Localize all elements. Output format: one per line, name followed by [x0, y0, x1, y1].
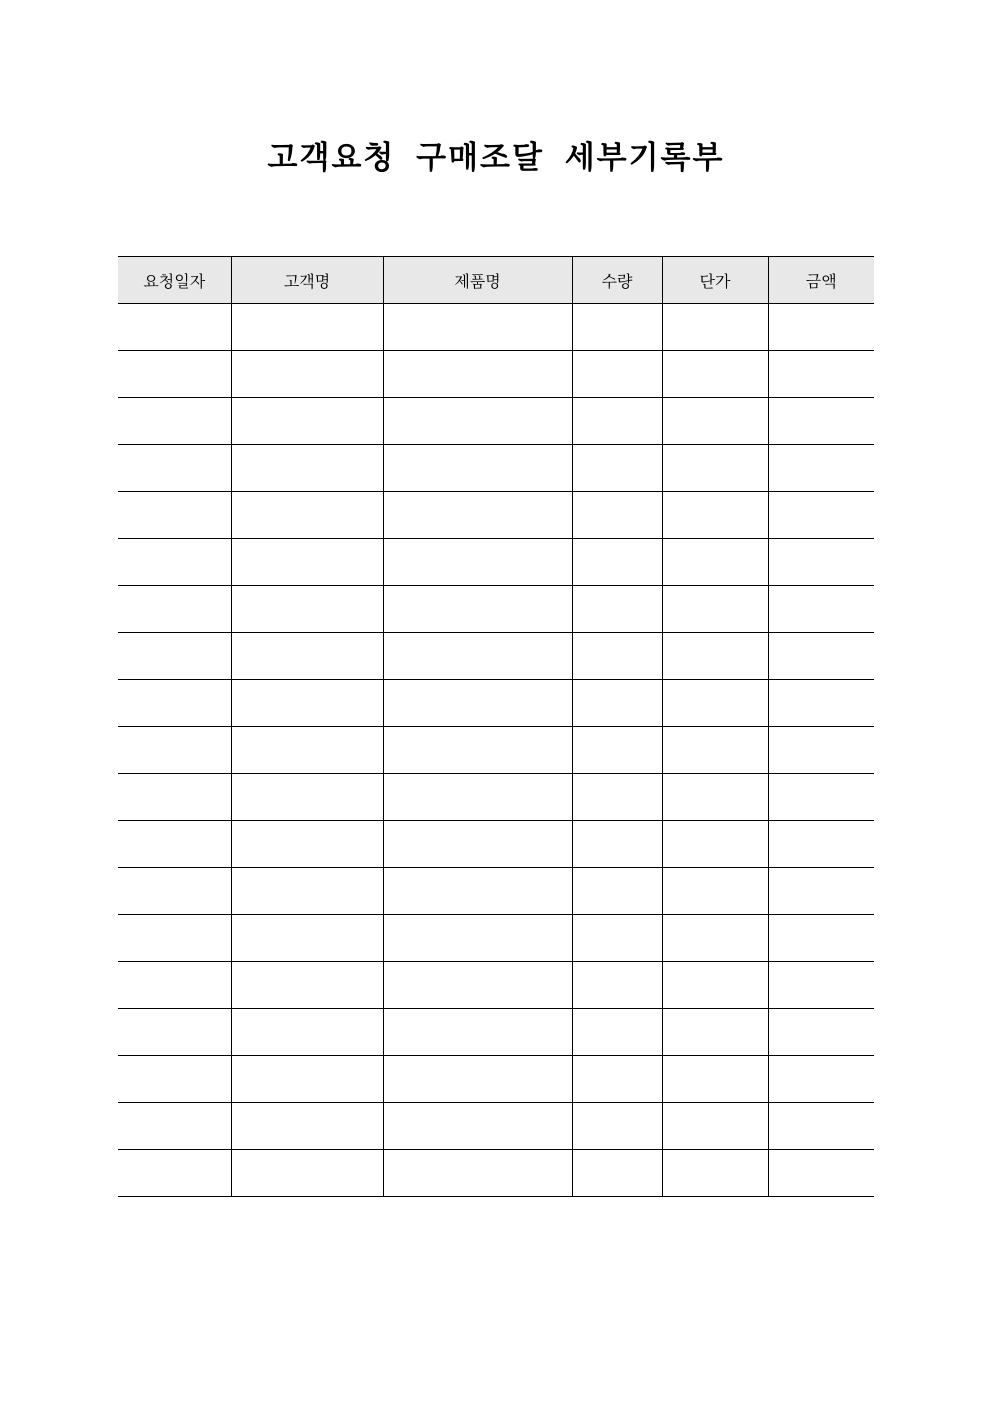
- cell-request-date[interactable]: [118, 680, 231, 727]
- cell-unit-price[interactable]: [662, 398, 768, 445]
- cell-product-name[interactable]: [383, 1150, 572, 1197]
- cell-quantity[interactable]: [572, 774, 662, 821]
- cell-customer-name[interactable]: [231, 868, 383, 915]
- cell-product-name[interactable]: [383, 962, 572, 1009]
- cell-quantity[interactable]: [572, 539, 662, 586]
- cell-customer-name[interactable]: [231, 1009, 383, 1056]
- cell-request-date[interactable]: [118, 962, 231, 1009]
- header-quantity: 수량: [572, 257, 662, 304]
- cell-quantity[interactable]: [572, 633, 662, 680]
- cell-request-date[interactable]: [118, 727, 231, 774]
- cell-unit-price[interactable]: [662, 727, 768, 774]
- cell-amount[interactable]: [768, 774, 874, 821]
- table-row: [118, 774, 874, 821]
- cell-quantity[interactable]: [572, 821, 662, 868]
- table-body: [118, 304, 874, 1197]
- cell-amount[interactable]: [768, 1056, 874, 1103]
- cell-request-date[interactable]: [118, 633, 231, 680]
- cell-product-name[interactable]: [383, 539, 572, 586]
- cell-amount[interactable]: [768, 1009, 874, 1056]
- cell-product-name[interactable]: [383, 586, 572, 633]
- cell-quantity[interactable]: [572, 962, 662, 1009]
- cell-quantity[interactable]: [572, 868, 662, 915]
- cell-request-date[interactable]: [118, 1056, 231, 1103]
- cell-amount[interactable]: [768, 962, 874, 1009]
- cell-product-name[interactable]: [383, 304, 572, 351]
- cell-customer-name[interactable]: [231, 445, 383, 492]
- cell-request-date[interactable]: [118, 915, 231, 962]
- header-request-date: 요청일자: [118, 257, 231, 304]
- cell-customer-name[interactable]: [231, 586, 383, 633]
- table-row: [118, 492, 874, 539]
- cell-quantity[interactable]: [572, 398, 662, 445]
- cell-product-name[interactable]: [383, 868, 572, 915]
- cell-request-date[interactable]: [118, 539, 231, 586]
- cell-product-name[interactable]: [383, 680, 572, 727]
- cell-product-name[interactable]: [383, 633, 572, 680]
- cell-customer-name[interactable]: [231, 1103, 383, 1150]
- cell-request-date[interactable]: [118, 351, 231, 398]
- cell-amount[interactable]: [768, 1103, 874, 1150]
- cell-request-date[interactable]: [118, 821, 231, 868]
- table-row: [118, 445, 874, 492]
- cell-product-name[interactable]: [383, 821, 572, 868]
- cell-request-date[interactable]: [118, 304, 231, 351]
- cell-unit-price[interactable]: [662, 304, 768, 351]
- cell-quantity[interactable]: [572, 1150, 662, 1197]
- cell-product-name[interactable]: [383, 1056, 572, 1103]
- cell-quantity[interactable]: [572, 1103, 662, 1150]
- cell-customer-name[interactable]: [231, 1056, 383, 1103]
- cell-amount[interactable]: [768, 633, 874, 680]
- table-row: [118, 1150, 874, 1197]
- cell-product-name[interactable]: [383, 1103, 572, 1150]
- cell-amount[interactable]: [768, 1150, 874, 1197]
- cell-quantity[interactable]: [572, 680, 662, 727]
- cell-product-name[interactable]: [383, 398, 572, 445]
- header-amount: 금액: [768, 257, 874, 304]
- table-row: [118, 539, 874, 586]
- cell-customer-name[interactable]: [231, 304, 383, 351]
- cell-customer-name[interactable]: [231, 821, 383, 868]
- cell-request-date[interactable]: [118, 586, 231, 633]
- cell-unit-price[interactable]: [662, 539, 768, 586]
- cell-customer-name[interactable]: [231, 492, 383, 539]
- cell-product-name[interactable]: [383, 492, 572, 539]
- cell-unit-price[interactable]: [662, 962, 768, 1009]
- cell-amount[interactable]: [768, 304, 874, 351]
- cell-customer-name[interactable]: [231, 539, 383, 586]
- cell-quantity[interactable]: [572, 586, 662, 633]
- cell-customer-name[interactable]: [231, 351, 383, 398]
- cell-unit-price[interactable]: [662, 821, 768, 868]
- table-row: [118, 962, 874, 1009]
- cell-quantity[interactable]: [572, 492, 662, 539]
- cell-request-date[interactable]: [118, 868, 231, 915]
- cell-quantity[interactable]: [572, 727, 662, 774]
- cell-quantity[interactable]: [572, 915, 662, 962]
- cell-unit-price[interactable]: [662, 1103, 768, 1150]
- cell-request-date[interactable]: [118, 774, 231, 821]
- cell-unit-price[interactable]: [662, 774, 768, 821]
- cell-product-name[interactable]: [383, 445, 572, 492]
- cell-amount[interactable]: [768, 586, 874, 633]
- table-row: [118, 586, 874, 633]
- table-row: [118, 633, 874, 680]
- header-row: [118, 257, 874, 304]
- cell-unit-price[interactable]: [662, 445, 768, 492]
- cell-amount[interactable]: [768, 915, 874, 962]
- header-unit-price: 단가: [662, 257, 768, 304]
- cell-product-name[interactable]: [383, 915, 572, 962]
- cell-amount[interactable]: [768, 445, 874, 492]
- cell-customer-name[interactable]: [231, 774, 383, 821]
- cell-quantity[interactable]: [572, 304, 662, 351]
- cell-unit-price[interactable]: [662, 1056, 768, 1103]
- cell-unit-price[interactable]: [662, 586, 768, 633]
- cell-product-name[interactable]: [383, 351, 572, 398]
- cell-customer-name[interactable]: [231, 680, 383, 727]
- cell-amount[interactable]: [768, 398, 874, 445]
- table-row: [118, 821, 874, 868]
- table-row: [118, 680, 874, 727]
- cell-customer-name[interactable]: [231, 915, 383, 962]
- cell-unit-price[interactable]: [662, 868, 768, 915]
- cell-request-date[interactable]: [118, 445, 231, 492]
- table-row: [118, 1103, 874, 1150]
- cell-amount[interactable]: [768, 351, 874, 398]
- cell-unit-price[interactable]: [662, 915, 768, 962]
- record-table: [118, 256, 874, 1197]
- cell-amount[interactable]: [768, 680, 874, 727]
- header-customer-name: 고객명: [231, 257, 383, 304]
- cell-request-date[interactable]: [118, 1150, 231, 1197]
- cell-request-date[interactable]: [118, 398, 231, 445]
- cell-product-name[interactable]: [383, 774, 572, 821]
- table-row: [118, 304, 874, 351]
- cell-unit-price[interactable]: [662, 633, 768, 680]
- table-row: [118, 727, 874, 774]
- cell-customer-name[interactable]: [231, 962, 383, 1009]
- cell-amount[interactable]: [768, 727, 874, 774]
- cell-customer-name[interactable]: [231, 398, 383, 445]
- cell-unit-price[interactable]: [662, 1150, 768, 1197]
- cell-unit-price[interactable]: [662, 1009, 768, 1056]
- table-row: [118, 868, 874, 915]
- cell-quantity[interactable]: [572, 351, 662, 398]
- header-product-name: 제품명: [383, 257, 572, 304]
- cell-quantity[interactable]: [572, 445, 662, 492]
- cell-request-date[interactable]: [118, 492, 231, 539]
- table-row: [118, 915, 874, 962]
- cell-unit-price[interactable]: [662, 351, 768, 398]
- cell-request-date[interactable]: [118, 1103, 231, 1150]
- cell-amount[interactable]: [768, 539, 874, 586]
- cell-unit-price[interactable]: [662, 492, 768, 539]
- cell-request-date[interactable]: [118, 1009, 231, 1056]
- cell-customer-name[interactable]: [231, 1150, 383, 1197]
- cell-amount[interactable]: [768, 492, 874, 539]
- cell-product-name[interactable]: [383, 1009, 572, 1056]
- cell-unit-price[interactable]: [662, 680, 768, 727]
- cell-amount[interactable]: [768, 868, 874, 915]
- table-row: [118, 398, 874, 445]
- cell-customer-name[interactable]: [231, 633, 383, 680]
- cell-quantity[interactable]: [572, 1009, 662, 1056]
- cell-quantity[interactable]: [572, 1056, 662, 1103]
- page-title: 고객요청 구매조달 세부기록부: [267, 140, 725, 176]
- table-row: [118, 351, 874, 398]
- table-row: [118, 1056, 874, 1103]
- cell-customer-name[interactable]: [231, 727, 383, 774]
- cell-amount[interactable]: [768, 821, 874, 868]
- table-row: [118, 1009, 874, 1056]
- cell-product-name[interactable]: [383, 727, 572, 774]
